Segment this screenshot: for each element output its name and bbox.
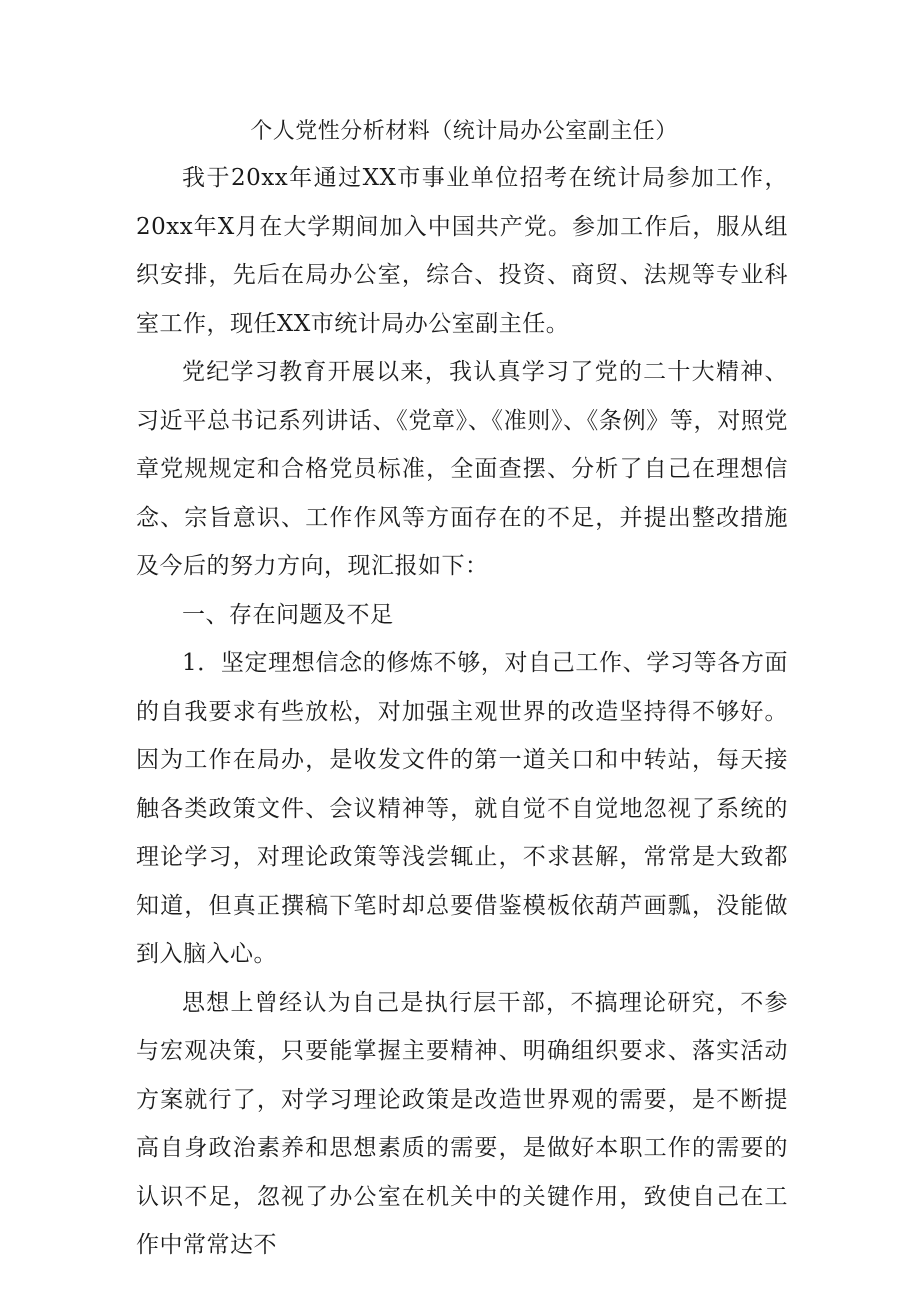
document-title: 个人党性分析材料（统计局办公室副主任） (250, 119, 678, 144)
section-heading: 一、存在问题及不足 (182, 601, 394, 628)
paragraph-intro: 我于20xx年通过XX市事业单位招考在统计局参加工作，20xx年X月在大学期间加入中国共产党。参加工作后，服从组织安排，先后在局办公室，综合、投资、商贸、法规等专业科室工作，现任XX市统计局办公室副主任。 (136, 165, 788, 337)
paragraph-issue-1: 1．坚定理想信念的修炼不够，对自己工作、学习等各方面的自我要求有些放松，对加强主观世界的改造坚持得不够好。因为工作在局办，是收发文件的第一道关口和中转站，每天接触各类政策文件、会议精神等，就自觉不自觉地忽视了系统的理论学习，对理论政策等浅尝辄止，不求甚解，常常是大致都知道，但真正撰稿下笔时却总要借鉴模板依葫芦画瓢，没能做到入脑入心。 (136, 650, 788, 967)
paragraph-issue-2: 思想上曾经认为自己是执行层干部，不搞理论研究，不参与宏观决策，只要能掌握主要精神、明确组织要求、落实活动方案就行了，对学习理论政策是改造世界观的需要，是不断提高自身政治素养和思想素质的需要，是做好本职工作的需要的认识不足，忽视了办公室在机关中的关键作用，致使自己在工作中常常达不 (136, 989, 788, 1258)
document-body (136, 116, 788, 1270)
paragraph-study: 党纪学习教育开展以来，我认真学习了党的二十大精神、习近平总书记系列讲话、《党章》、《准则》、《条例》等，对照党章党规规定和合格党员标准，全面查摆、分析了自己在理想信念、宗旨意识、工作作风等方面存在的不足，并提出整改措施及今后的努力方向，现汇报如下： (136, 359, 788, 579)
